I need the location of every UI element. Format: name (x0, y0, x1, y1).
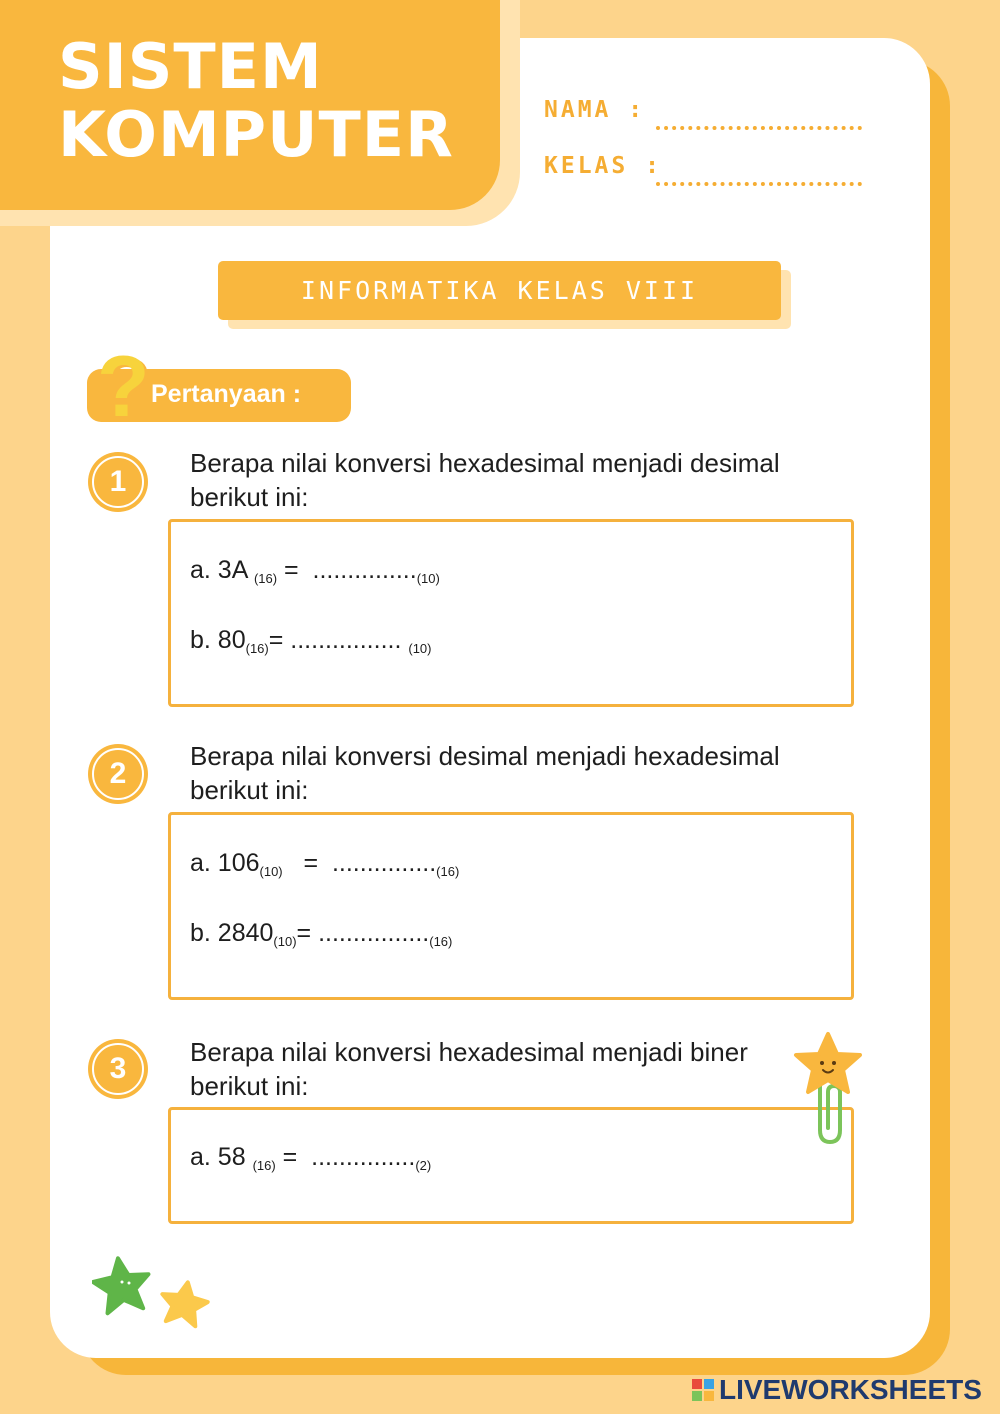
answer-blank: = ................ (296, 919, 430, 947)
answer-line[interactable] (190, 1143, 431, 1173)
star-icon (92, 1254, 153, 1314)
answer-target-base: (16) (429, 934, 453, 949)
stars-decoration (92, 1252, 222, 1337)
answer-box (168, 812, 854, 1000)
question-text: Berapa nilai konversi desimal menjadi hexadesimal berikut ini: (190, 741, 780, 805)
answer-blank: = ............... (282, 849, 437, 877)
answer-prefix: b. 2840 (190, 919, 274, 947)
watermark-text: LIVEWORKSHEETS (719, 1374, 982, 1405)
answer-base: (16) (245, 641, 269, 656)
star-icon (158, 1278, 211, 1327)
answer-line[interactable] (190, 919, 452, 949)
answer-line[interactable] (190, 626, 431, 656)
name-label: NAMA : (544, 97, 646, 123)
answer-base: (10) (273, 934, 297, 949)
answer-target-base: (10) (408, 641, 432, 656)
subject-banner: INFORMATIKA KELAS VIII (218, 261, 781, 320)
answer-prefix: a. 3A (190, 556, 254, 584)
answer-target-base: (2) (415, 1158, 432, 1173)
answer-blank: = ................ (268, 626, 409, 654)
answer-base: (10) (259, 864, 283, 879)
question-number: 1 (92, 456, 144, 508)
section-label: Pertanyaan : (151, 380, 302, 408)
title-line-2: KOMPUTER (58, 98, 454, 171)
liveworksheets-logo (692, 1379, 714, 1401)
class-field[interactable] (656, 182, 862, 186)
class-label: KELAS : (544, 153, 662, 179)
answer-blank: = ............... (275, 1143, 416, 1171)
star-paperclip-decoration (790, 1030, 870, 1150)
name-field[interactable] (656, 126, 862, 130)
answer-prefix: a. 106 (190, 849, 260, 877)
question-number: 2 (92, 748, 144, 800)
answer-blank: = ............... (277, 556, 417, 584)
answer-target-base: (10) (416, 571, 440, 586)
question-number-badge (88, 744, 148, 804)
question-number-badge (88, 1039, 148, 1099)
answer-target-base: (16) (436, 864, 460, 879)
answer-base: (16) (252, 1158, 276, 1173)
title-line-1: SISTEM (58, 30, 323, 103)
star-icon (796, 1034, 860, 1092)
answer-line[interactable] (190, 849, 459, 879)
question-text: Berapa nilai konversi hexadesimal menjadi desimal berikut ini: (190, 448, 780, 512)
question-mark-icon: ? (97, 339, 150, 435)
liveworksheets-watermark (692, 1374, 982, 1406)
paperclip-icon (820, 1085, 840, 1142)
answer-line[interactable] (190, 556, 440, 586)
question-text: Berapa nilai konversi hexadesimal menjadi biner berikut ini: (190, 1037, 748, 1101)
answer-base: (16) (253, 571, 278, 586)
question-number: 3 (92, 1043, 144, 1095)
question-number-badge (88, 452, 148, 512)
answer-box (168, 519, 854, 707)
answer-prefix: b. 80 (190, 626, 246, 654)
answer-prefix: a. 58 (190, 1143, 253, 1171)
